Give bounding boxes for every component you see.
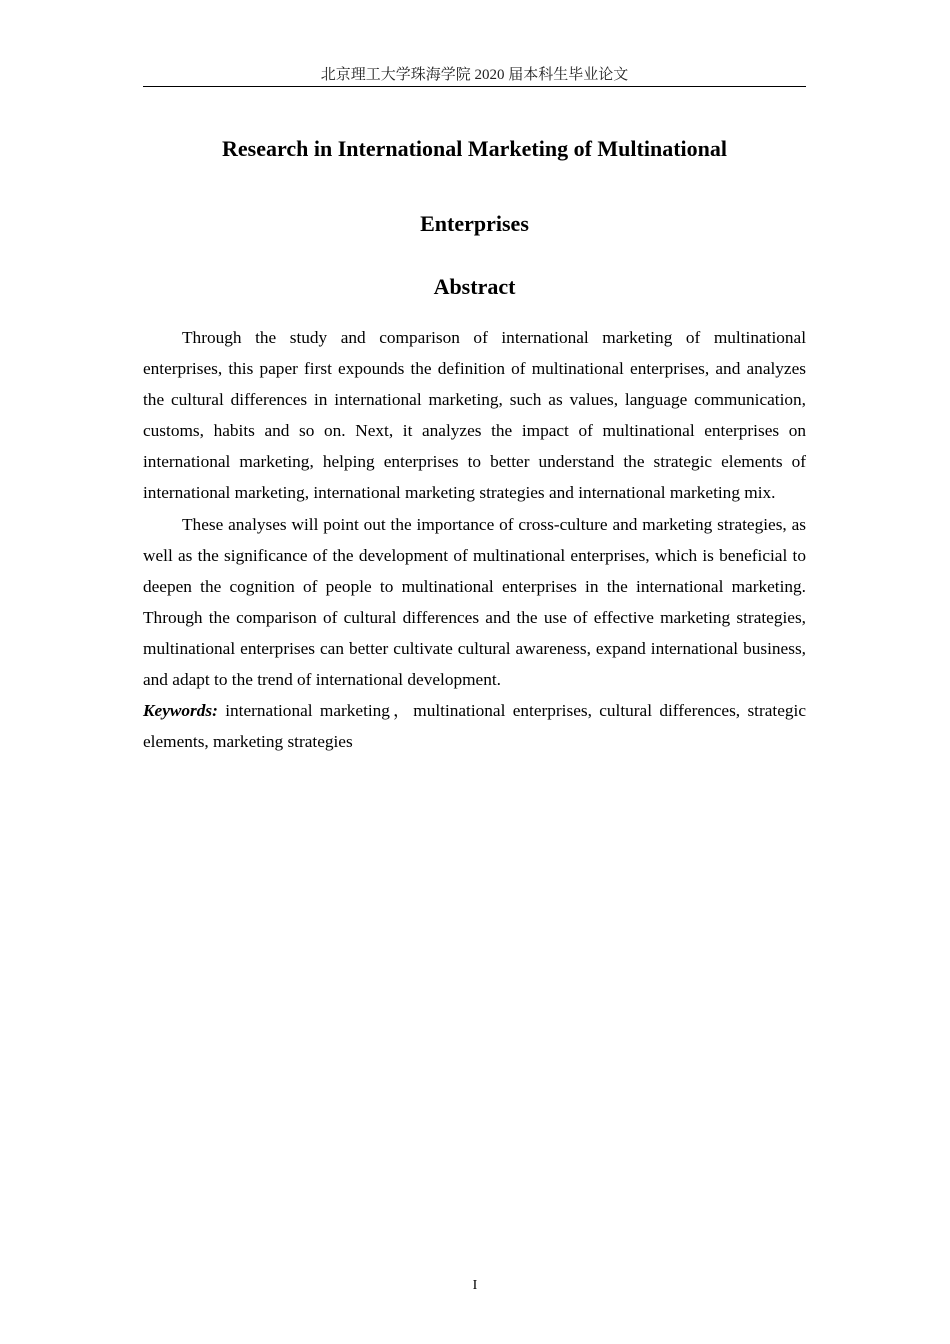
- paper-title-line-1: Research in International Marketing of Multinational: [222, 136, 727, 161]
- abstract-paragraph-1: Through the study and comparison of international marketing of multinational enterprises, this paper first expounds the definition of multinational enterprises, and analyzes the cultural differences in international marketing, such as values, language communication, customs, habits and so on. Next, it analyzes the impact of multinational enterprises on international marketing, helping enterprises to better understand the strategic elements of international marketing, international marketing strategies and international marketing mix.: [143, 328, 806, 503]
- keywords-line: [143, 695, 806, 757]
- running-header: 北京理工大学珠海学院 2020 届本科生毕业论文: [143, 64, 806, 87]
- paper-title-line-2: Enterprises: [420, 211, 529, 236]
- keywords-text: international marketing，multinational enterprises, cultural differences, strategic elements, marketing strategies: [143, 701, 806, 752]
- keywords-label: Keywords:: [143, 701, 218, 721]
- abstract-body: [143, 322, 806, 757]
- abstract-paragraph-2: These analyses will point out the importance of cross-culture and marketing strategies, as well as the significance of the development of multinational enterprises, which is beneficial to deepen the cognition of people to multinational enterprises in the international marketing. Through the comparison of cultural differences and the use of effective marketing strategies, multinational enterprises can better cultivate cultural awareness, expand international business, and adapt to the trend of international development.: [143, 514, 806, 690]
- page-number: I: [472, 1278, 478, 1293]
- abstract-heading: Abstract: [433, 274, 516, 299]
